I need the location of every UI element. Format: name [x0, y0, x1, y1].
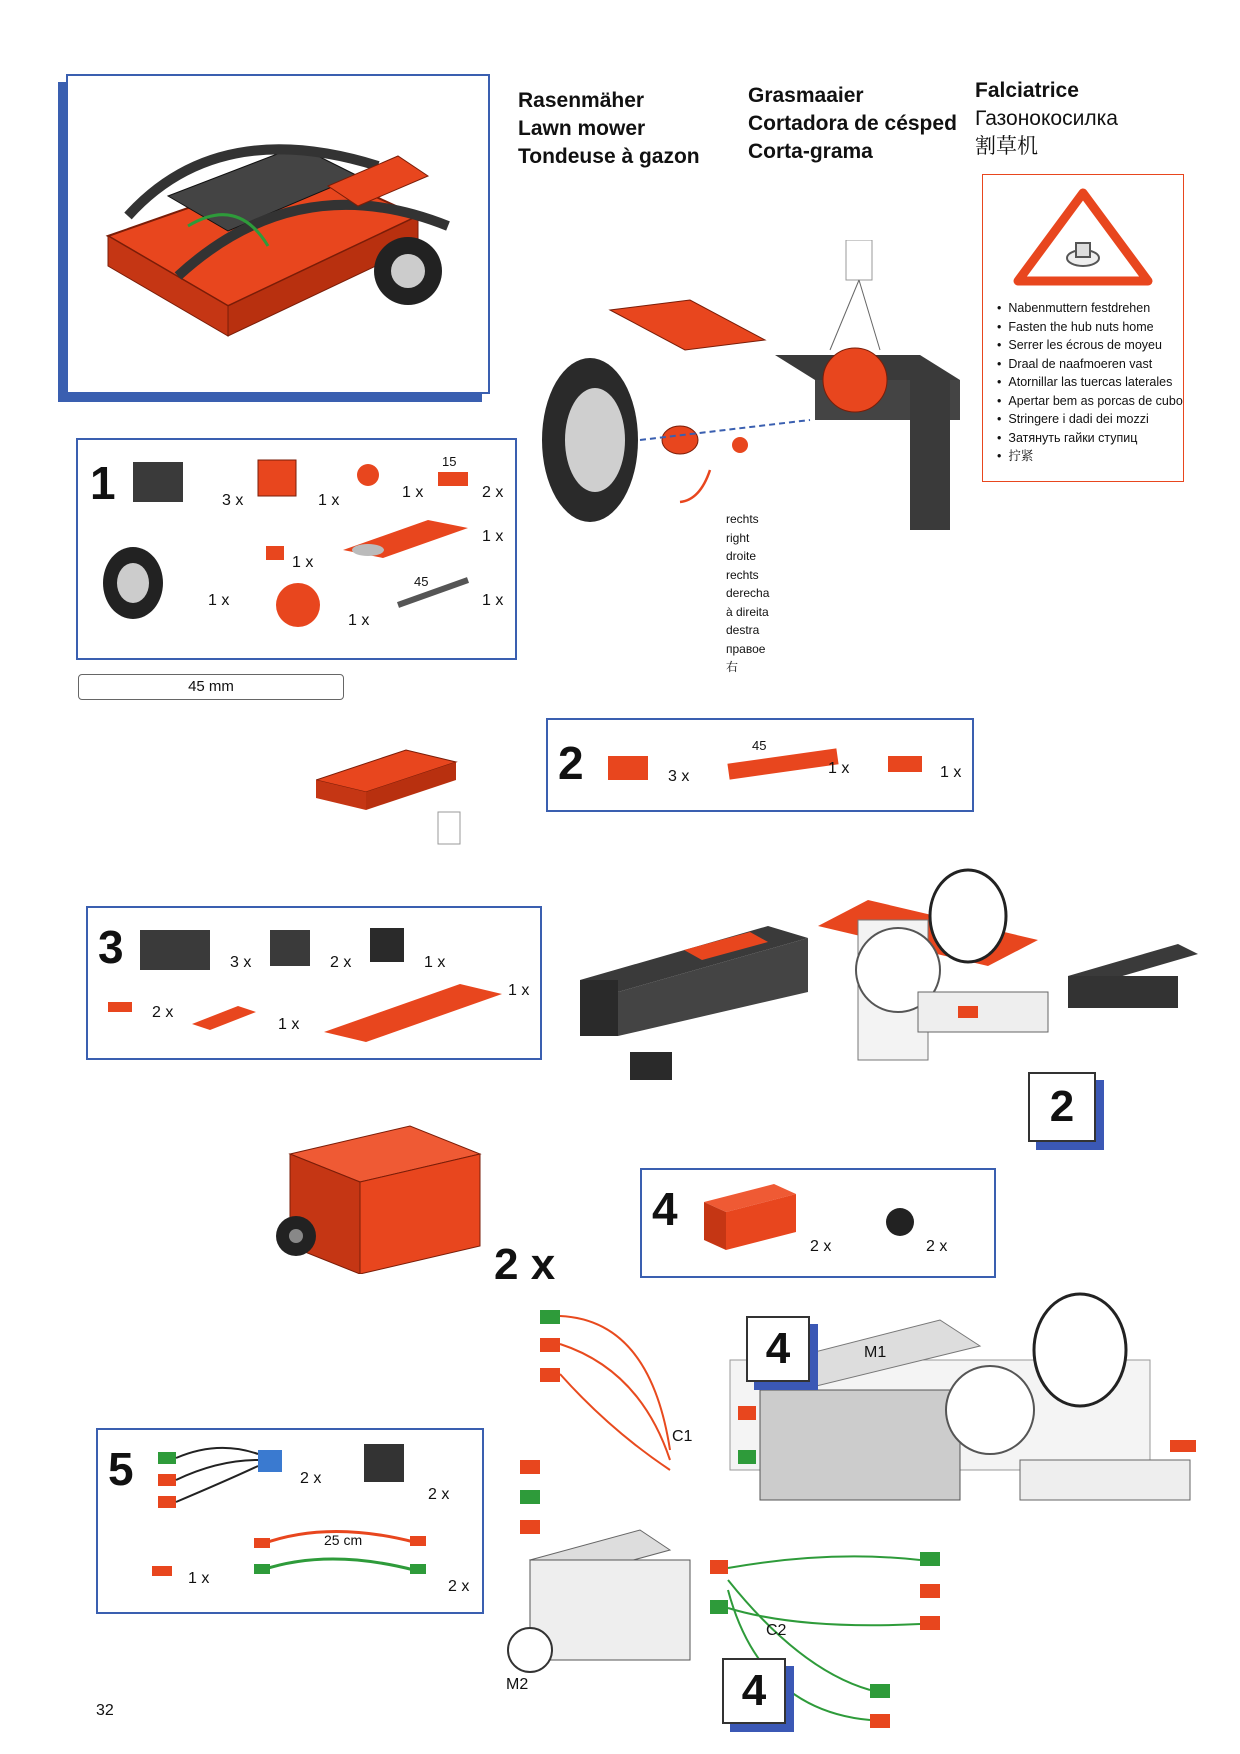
step-2-parts-icons — [548, 720, 972, 810]
step-4-number: 4 — [652, 1183, 678, 1235]
warning-item: • Fasten the hub nuts home — [997, 318, 1183, 337]
title-column-2 — [748, 82, 957, 166]
step-3-qty: 2 x — [330, 954, 352, 971]
wheel-assembly-illustration — [540, 240, 970, 540]
step-1-parts-icons — [78, 440, 515, 658]
title-column-1 — [518, 87, 700, 171]
callout-2-text: 2 — [1049, 1082, 1075, 1131]
ruler-label: 45 mm — [188, 678, 234, 695]
direction-label: à direita — [726, 604, 769, 619]
direction-label: 右 — [726, 660, 739, 674]
step-4-parts-icons — [642, 1170, 994, 1276]
callout-4-top — [746, 1316, 810, 1382]
step-3-number: 3 — [98, 921, 124, 973]
step-5-parts-icons — [98, 1430, 482, 1612]
step-1-label-15: 15 — [442, 454, 457, 469]
title-nl: Grasmaaier — [748, 84, 864, 107]
warning-item: • Serrer les écrous de moyeu — [997, 336, 1183, 355]
step-2-qty: 1 x — [828, 760, 850, 777]
step-1-qty: 2 x — [482, 484, 504, 501]
step-3-qty: 3 x — [230, 954, 252, 971]
warning-item: • 拧紧 — [997, 447, 1183, 466]
callout-4-top-text: 4 — [765, 1324, 791, 1373]
step-5-parts-box — [96, 1428, 484, 1614]
warning-instructions — [997, 299, 1183, 466]
step-1-qty: 1 x — [208, 592, 230, 609]
step-2-qty: 3 x — [668, 768, 690, 785]
direction-label: правое — [726, 641, 766, 656]
ruler-45mm — [78, 674, 344, 700]
direction-label: derecha — [726, 586, 770, 600]
step-1-qty: 1 x — [292, 554, 314, 571]
step-2-parts-box — [546, 718, 974, 812]
step-3-qty: 1 x — [424, 954, 446, 971]
callout-2 — [1028, 1072, 1096, 1142]
final-wiring-illustration — [500, 1290, 1220, 1750]
warning-item: • Atornillar las tuercas laterales — [997, 373, 1183, 392]
step-4-big-qty-text: 2 x — [494, 1240, 556, 1289]
title-column-3 — [975, 77, 1118, 161]
direction-label: rechts — [726, 567, 759, 582]
step-3-qty: 1 x — [278, 1016, 300, 1033]
step-3-assembly-illustration — [578, 860, 1208, 1080]
step-1-qty: 1 x — [318, 492, 340, 509]
step-4-qty: 2 x — [810, 1238, 832, 1255]
step-4-qty: 2 x — [926, 1238, 948, 1255]
warning-item: • Nabenmuttern festdrehen — [997, 299, 1183, 318]
step-4-parts-box — [640, 1168, 996, 1278]
title-zh: 割草机 — [975, 135, 1038, 158]
step-1-qty: 1 x — [482, 592, 504, 609]
direction-label: droite — [726, 549, 757, 563]
label-c2: C2 — [766, 1622, 787, 1639]
warning-item: • Draal de naafmoeren vast — [997, 355, 1183, 374]
step-3-qty: 2 x — [152, 1004, 174, 1021]
title-de: Rasenmäher — [518, 89, 645, 112]
step-3-qty: 1 x — [508, 982, 530, 999]
warning-item: • Apertar bem as porcas de cubo — [997, 392, 1183, 411]
callout-4-bottom-text: 4 — [741, 1666, 767, 1715]
hero-frame — [66, 74, 490, 394]
warning-box — [982, 174, 1184, 482]
direction-label: right — [726, 530, 750, 545]
label-m1: M1 — [864, 1344, 887, 1361]
direction-label: rechts — [726, 512, 759, 526]
lawn-mower-illustration — [68, 76, 488, 392]
step-4-big-qty — [494, 1240, 555, 1290]
title-fr: Tondeuse à gazon — [518, 145, 700, 168]
step-3-parts-icons — [88, 908, 540, 1058]
step-5-qty: 2 x — [448, 1578, 470, 1595]
label-c1: C1 — [672, 1428, 693, 1445]
step-1-label-45: 45 — [414, 574, 429, 589]
step-1-qty: 1 x — [348, 612, 370, 629]
title-pt: Corta-grama — [748, 140, 873, 163]
direction-labels — [726, 510, 769, 677]
title-it: Falciatrice — [975, 79, 1079, 102]
step-2-label-45: 45 — [752, 738, 767, 753]
title-ru: Газонокосилка — [975, 107, 1118, 130]
step-5-qty: 1 x — [188, 1570, 210, 1587]
step-2-illustration — [316, 738, 476, 848]
warning-item: • Stringere i dadi dei mozzi — [997, 410, 1183, 429]
step-4-motor-illustration — [270, 1124, 490, 1274]
step-5-qty: 2 x — [428, 1486, 450, 1503]
page-number-text: 32 — [96, 1702, 114, 1719]
callout-4-bottom — [722, 1658, 786, 1724]
step-2-qty: 1 x — [940, 764, 962, 781]
step-3-parts-box — [86, 906, 542, 1060]
step-5-qty: 2 x — [300, 1470, 322, 1487]
step-1-qty: 1 x — [482, 528, 504, 545]
warning-item: • Затянуть гайки ступиц — [997, 429, 1183, 448]
step-1-parts-box — [76, 438, 517, 660]
step-2-number: 2 — [558, 737, 584, 789]
step-5-cable-length: 25 cm — [324, 1532, 363, 1548]
step-1-qty: 3 x — [222, 492, 244, 509]
step-1-qty: 1 x — [402, 484, 424, 501]
step-1-number: 1 — [90, 457, 116, 509]
title-es: Cortadora de césped — [748, 112, 957, 135]
page-number — [96, 1702, 114, 1720]
step-5-number: 5 — [108, 1443, 134, 1495]
title-en: Lawn mower — [518, 117, 646, 140]
warning-triangle-icon — [983, 183, 1183, 293]
direction-label: destra — [726, 623, 760, 637]
label-m2: M2 — [506, 1676, 529, 1693]
